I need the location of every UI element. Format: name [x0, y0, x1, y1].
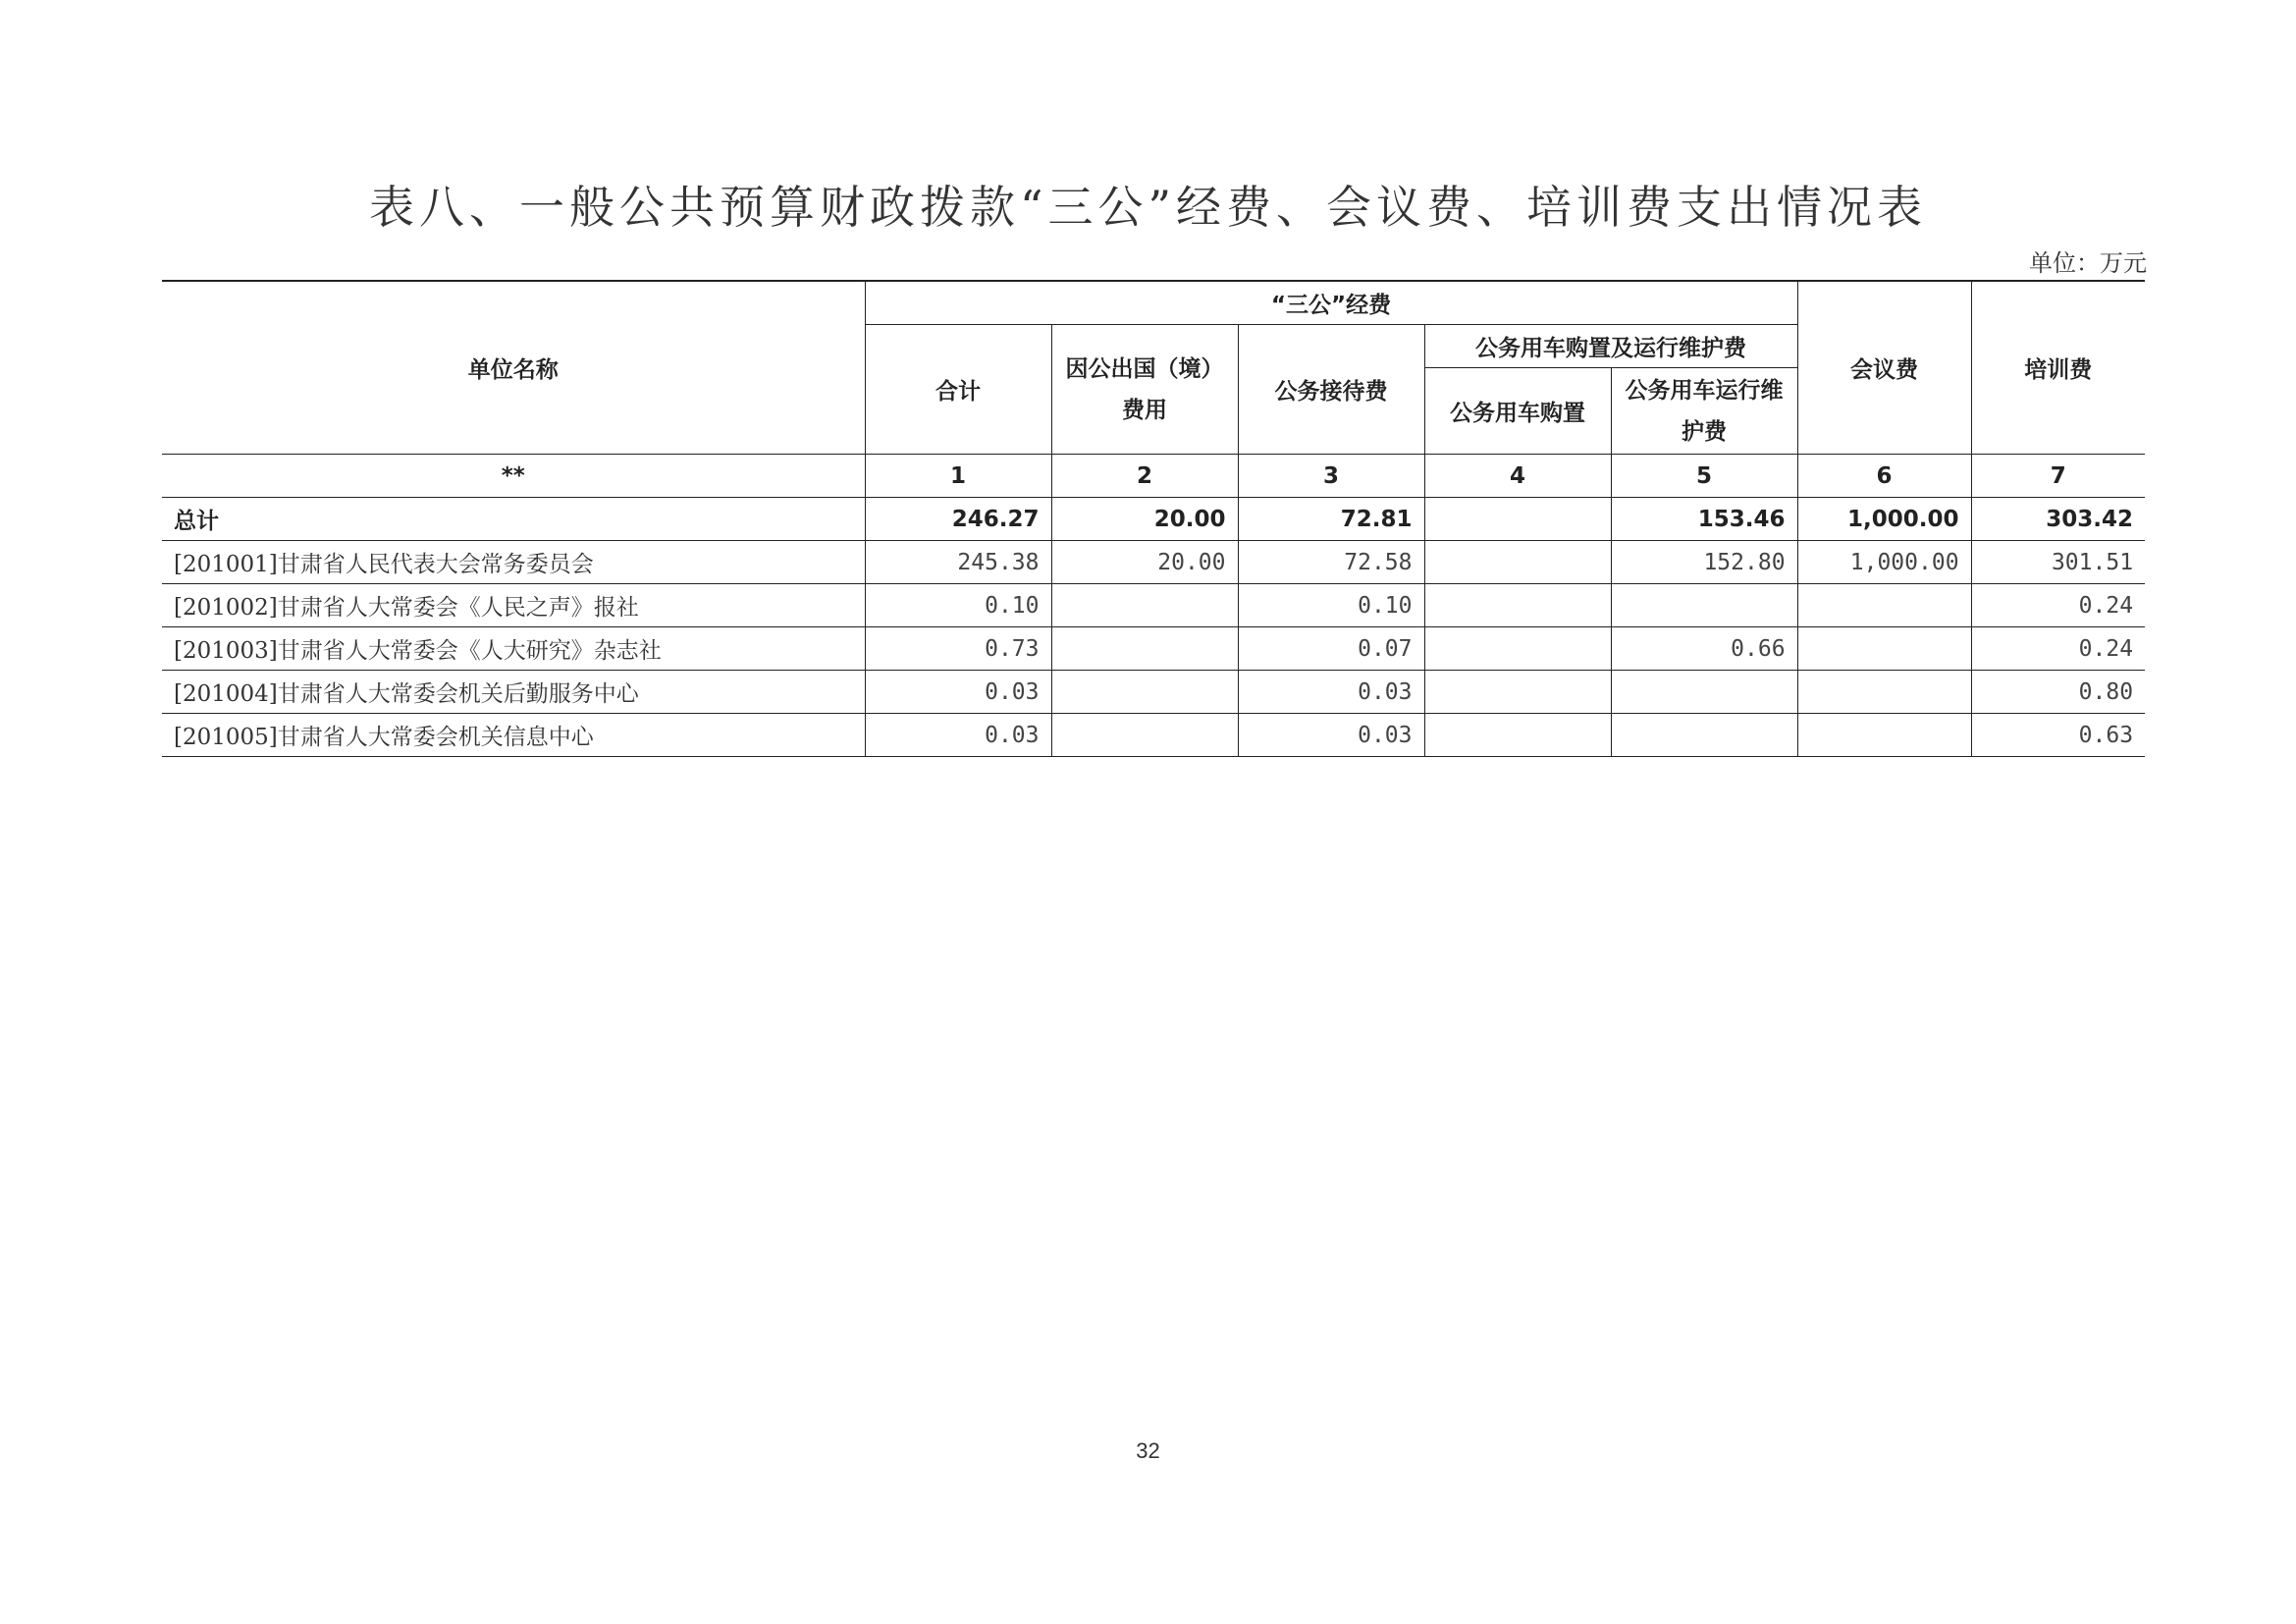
- table-cell: [1611, 584, 1797, 627]
- table-cell: [1797, 714, 1971, 757]
- total-row: [162, 498, 2145, 541]
- total-cell: 72.81: [1238, 498, 1424, 541]
- table-cell: 0.03: [1238, 714, 1424, 757]
- total-cell: 20.00: [1051, 498, 1238, 541]
- unit-label: 单位：万元: [2029, 249, 2147, 277]
- table-row: [162, 541, 2145, 584]
- table-cell: [1424, 584, 1611, 627]
- table-cell: [1051, 627, 1238, 671]
- table-cell: [1051, 714, 1238, 757]
- page-number: 32: [1136, 1438, 1160, 1463]
- table-cell: 0.73: [865, 627, 1051, 671]
- index-cell: 3: [1238, 455, 1424, 498]
- table-row: [162, 584, 2145, 627]
- unit-name-cell: [201001]甘肃省人民代表大会常务委员会: [162, 541, 865, 584]
- table-row: [162, 714, 2145, 757]
- unit-name-cell: [201003]甘肃省人大常委会《人大研究》杂志社: [162, 627, 865, 671]
- unit-name-cell: [201002]甘肃省人大常委会《人民之声》报社: [162, 584, 865, 627]
- page-title: 表八、一般公共预算财政拨款“三公”经费、会议费、培训费支出情况表: [368, 181, 1928, 234]
- table-cell: [1611, 671, 1797, 714]
- table-cell: 0.07: [1238, 627, 1424, 671]
- table-cell: [1611, 714, 1797, 757]
- header-abroad: 因公出国（境）费用: [1051, 325, 1238, 455]
- table-cell: 0.10: [865, 584, 1051, 627]
- table-cell: [1797, 671, 1971, 714]
- table-cell: [1797, 627, 1971, 671]
- table-cell: [1797, 584, 1971, 627]
- header-training: 培训费: [1971, 281, 2145, 455]
- table-cell: 20.00: [1051, 541, 1238, 584]
- header-total: 合计: [865, 325, 1051, 455]
- total-cell: 1,000.00: [1797, 498, 1971, 541]
- header-reception: 公务接待费: [1238, 325, 1424, 455]
- expense-table: [162, 280, 2145, 757]
- index-cell: 4: [1424, 455, 1611, 498]
- index-cell: 7: [1971, 455, 2145, 498]
- header-vehicle-operation: 公务用车运行维护费: [1611, 368, 1797, 455]
- table-cell: 72.58: [1238, 541, 1424, 584]
- unit-name-cell: [201005]甘肃省人大常委会机关信息中心: [162, 714, 865, 757]
- table-cell: 0.10: [1238, 584, 1424, 627]
- table-cell: 152.80: [1611, 541, 1797, 584]
- header-meeting: 会议费: [1797, 281, 1971, 455]
- table-cell: 0.03: [865, 671, 1051, 714]
- table-cell: 0.03: [1238, 671, 1424, 714]
- index-cell: 6: [1797, 455, 1971, 498]
- header-sangong: “三公”经费: [865, 281, 1797, 325]
- table-cell: 245.38: [865, 541, 1051, 584]
- table-cell: 0.80: [1971, 671, 2145, 714]
- total-cell: 153.46: [1611, 498, 1797, 541]
- index-cell: **: [162, 455, 865, 498]
- total-label: 总计: [162, 498, 865, 541]
- table-cell: 1,000.00: [1797, 541, 1971, 584]
- total-cell: [1424, 498, 1611, 541]
- header-vehicle: 公务用车购置及运行维护费: [1424, 325, 1797, 368]
- table-cell: [1051, 671, 1238, 714]
- table-cell: [1424, 627, 1611, 671]
- index-row: [162, 455, 2145, 498]
- table-cell: [1051, 584, 1238, 627]
- table-row: [162, 671, 2145, 714]
- table-cell: [1424, 714, 1611, 757]
- unit-name-cell: [201004]甘肃省人大常委会机关后勤服务中心: [162, 671, 865, 714]
- table-cell: 0.24: [1971, 627, 2145, 671]
- table-row: [162, 627, 2145, 671]
- table-cell: 0.24: [1971, 584, 2145, 627]
- index-cell: 1: [865, 455, 1051, 498]
- table-cell: [1424, 541, 1611, 584]
- index-cell: 2: [1051, 455, 1238, 498]
- table-cell: 0.63: [1971, 714, 2145, 757]
- table-cell: 0.03: [865, 714, 1051, 757]
- table-cell: 0.66: [1611, 627, 1797, 671]
- total-cell: 303.42: [1971, 498, 2145, 541]
- header-unit-name: 单位名称: [162, 281, 865, 455]
- index-cell: 5: [1611, 455, 1797, 498]
- table-cell: [1424, 671, 1611, 714]
- total-cell: 246.27: [865, 498, 1051, 541]
- header-vehicle-purchase: 公务用车购置: [1424, 368, 1611, 455]
- table-cell: 301.51: [1971, 541, 2145, 584]
